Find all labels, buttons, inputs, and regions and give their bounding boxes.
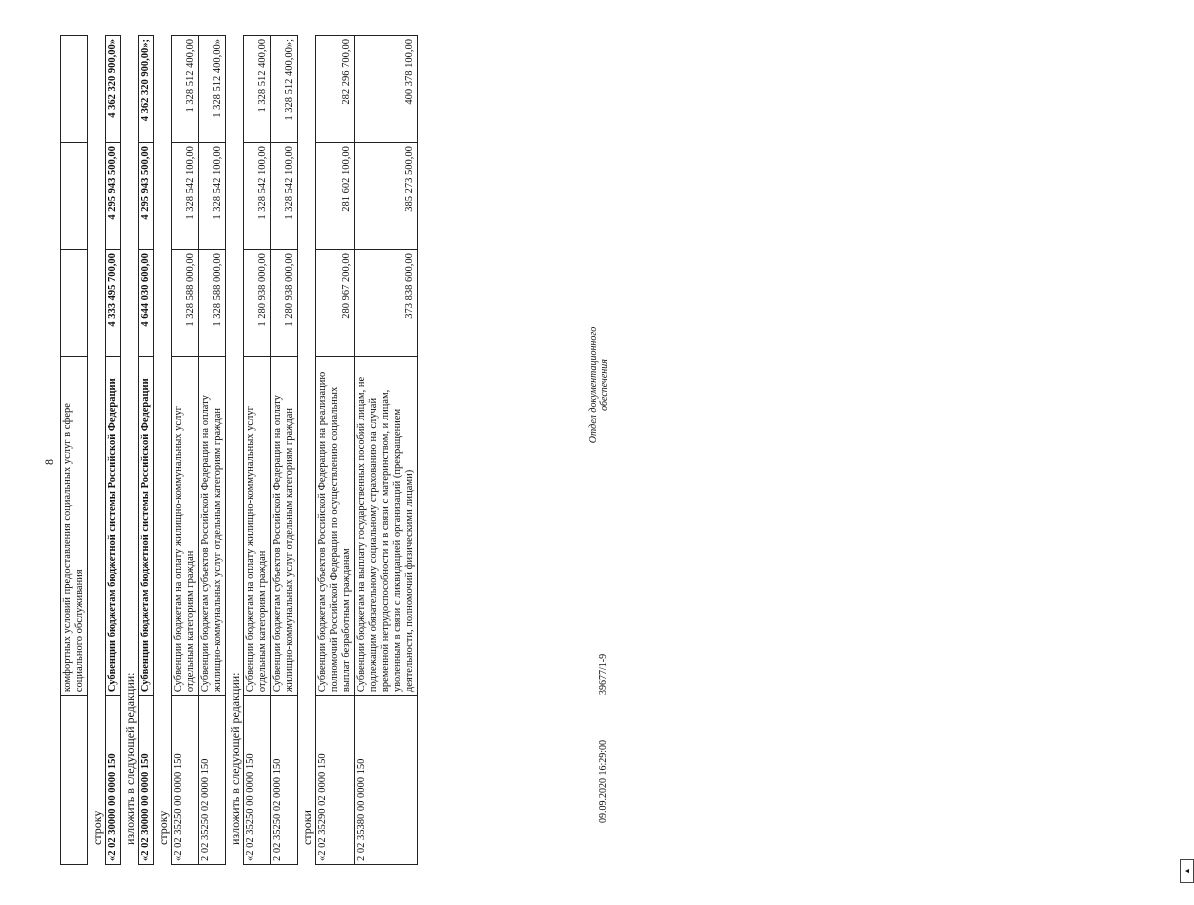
table-6 [315,35,418,865]
logo-icon: ▲ [1180,859,1194,883]
row-value-1: 1 328 588 000,00 [172,250,199,357]
row-code: «2 02 35290 02 0000 150 [316,696,355,865]
table-row [61,36,88,865]
footer-date: 09.09.2020 16:29:00 [598,739,609,823]
row-value-3: 282 296 700,00 [316,36,355,143]
row-value-3 [61,36,88,143]
table-3 [138,35,154,865]
row-code [61,696,88,865]
row-value-1: 1 280 938 000,00 [271,250,298,357]
caption-replace: изложить в следующей редакции: [228,672,242,845]
row-value-2: 4 295 943 500,00 [139,143,154,250]
row-value-2: 1 328 542 100,00 [244,143,271,250]
row-name: Субвенции бюджетам субъектов Российской Федерации на оплату жилищно-коммунальных услуг отдельным категориям граждан [199,357,226,696]
row-code: «2 02 30000 00 0000 150 [139,696,154,865]
footer-department: Отдел документационного обеспечения [588,326,610,444]
row-name: Субвенции бюджетам субъектов Российской Федерации на реализацию полномочий Российской Федерации по осуществлению социальных выплат безработным гражданам [316,357,355,696]
row-value-2: 4 295 943 500,00 [106,143,121,250]
table-row [355,36,418,865]
table-2 [105,35,121,865]
row-code: 2 02 35250 02 0000 150 [199,696,226,865]
row-code: 2 02 35380 00 0000 150 [355,696,418,865]
row-name: Субвенции бюджетам на оплату жилищно-коммунальных услуг отдельным категориям граждан [244,357,271,696]
caption-replace: изложить в следующей редакции: [123,672,137,845]
row-value-2 [61,143,88,250]
row-code: «2 02 30000 00 0000 150 [106,696,121,865]
table-row [172,36,199,865]
table-row [199,36,226,865]
row-value-1: 1 328 588 000,00 [199,250,226,357]
row-value-3: 4 362 320 900,00» [106,36,121,143]
table-row [106,36,121,865]
table-row [244,36,271,865]
row-value-2: 1 328 542 100,00 [199,143,226,250]
footer-doc-id: 39677/1-9 [598,653,609,695]
document-body [60,35,418,865]
row-value-1: 1 280 938 000,00 [244,250,271,357]
row-value-1: 373 838 600,00 [355,250,418,357]
row-value-3: 1 328 512 400,00 [244,36,271,143]
row-value-1: 4 644 030 600,00 [139,250,154,357]
table-5 [243,35,298,865]
table-row [139,36,154,865]
row-value-2: 385 273 500,00 [355,143,418,250]
row-value-3: 400 378 100,00 [355,36,418,143]
row-name: комфортных условий предоставления социальных услуг в сфере социального обслуживания [61,357,88,696]
caption-strings: строку [156,810,170,845]
row-value-2: 1 328 542 100,00 [271,143,298,250]
row-name: Субвенции бюджетам бюджетной системы Российской Федерации [139,357,154,696]
caption-strings: строку [90,810,104,845]
row-name: Субвенции бюджетам на оплату жилищно-коммунальных услуг отдельным категориям граждан [172,357,199,696]
row-value-2: 281 602 100,00 [316,143,355,250]
row-value-1: 4 333 495 700,00 [106,250,121,357]
row-value-1 [61,250,88,357]
row-value-2: 1 328 542 100,00 [172,143,199,250]
row-value-3: 1 328 512 400,00» [199,36,226,143]
caption-strings-plural: строки [300,810,314,845]
table-row [271,36,298,865]
row-value-1: 280 967 200,00 [316,250,355,357]
table-4 [171,35,226,865]
table-1 [60,35,88,865]
row-name: Субвенции бюджетам субъектов Российской Федерации на оплату жилищно-коммунальных услуг отдельным категориям граждан [271,357,298,696]
row-name: Субвенции бюджетам бюджетной системы Российской Федерации [106,357,121,696]
rotated-page [20,25,1191,885]
row-value-3: 1 328 512 400,00 [172,36,199,143]
row-code: «2 02 35250 00 0000 150 [244,696,271,865]
row-code: 2 02 35250 02 0000 150 [271,696,298,865]
row-value-3: 4 362 320 900,00»; [139,36,154,143]
row-value-3: 1 328 512 400,00»; [271,36,298,143]
table-row [316,36,355,865]
row-name: Субвенции бюджетам на выплату государственных пособий лицам, не подлежащим обязательному социальному страхованию на случай временной нетрудоспособности и в связи с материнством, и лицам, уволенным в связи с ликвидацией организаций (прекращением деятельности, полномочий физическими лицами) [355,357,418,696]
page-number: 8 [42,459,56,465]
row-code: «2 02 35250 00 0000 150 [172,696,199,865]
